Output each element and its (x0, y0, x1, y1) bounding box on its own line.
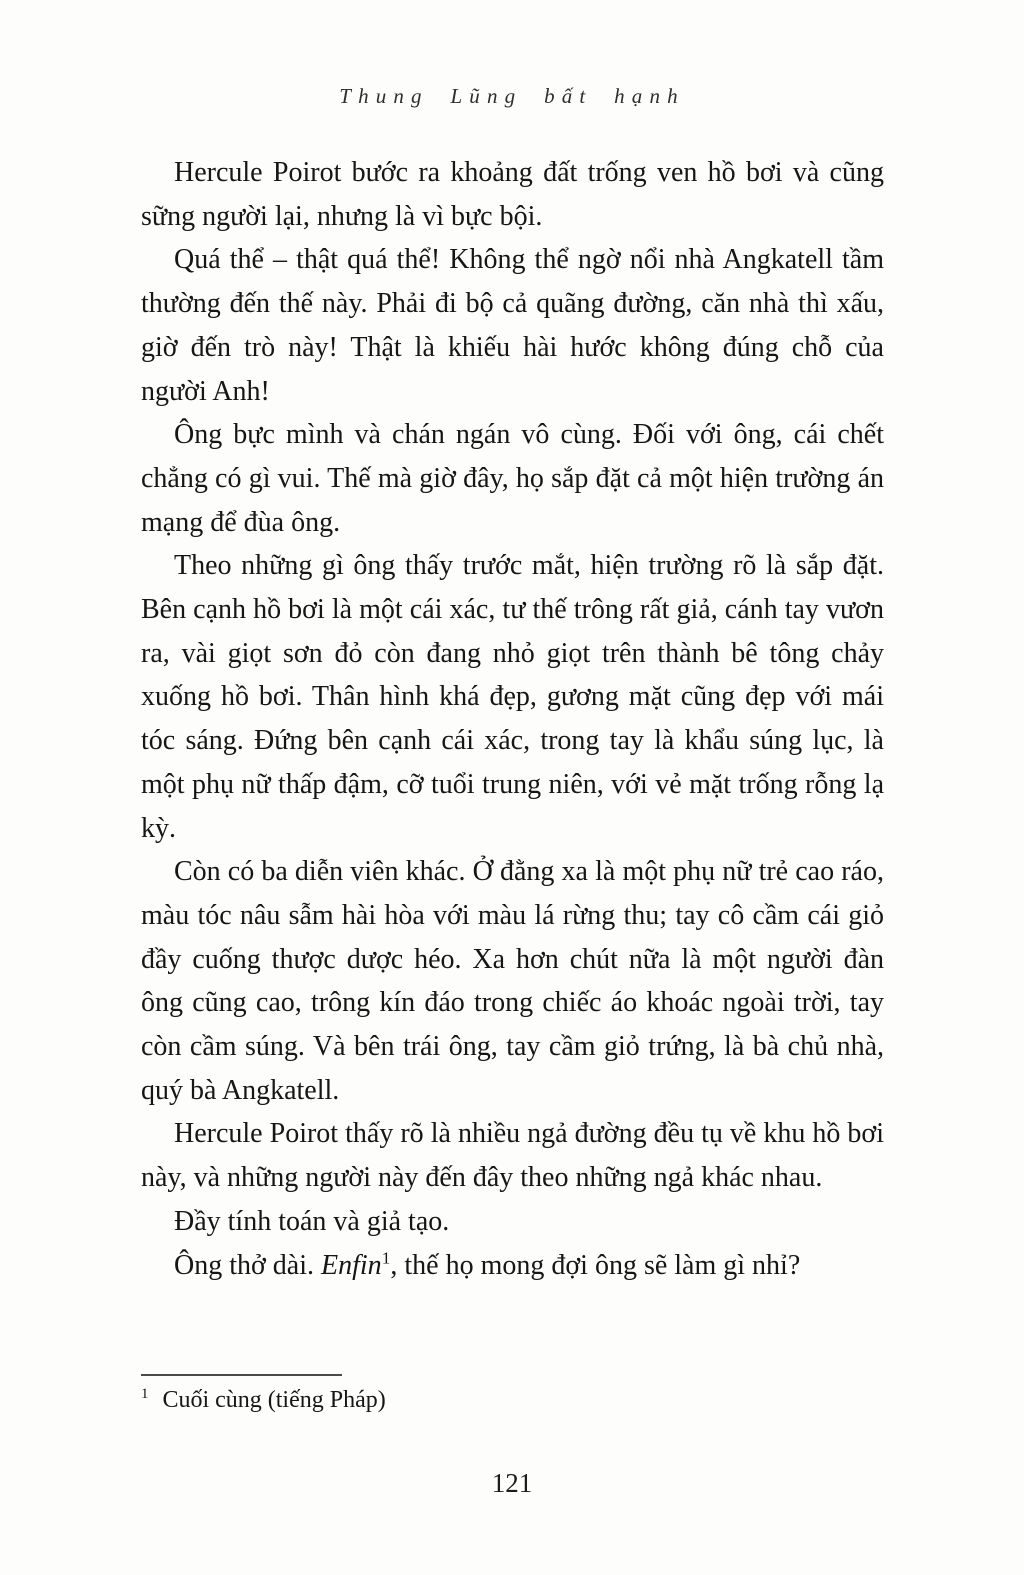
footnote-text: Cuối cùng (tiếng Pháp) (162, 1387, 386, 1413)
paragraph: Hercule Poirot thấy rõ là nhiều ngả đường đều tụ về khu hồ bơi này, và những người này đến đây theo những ngả khác nhau. (141, 1118, 884, 1194)
footnote (141, 1374, 884, 1416)
footnote-marker: 1 (141, 1386, 149, 1402)
body-text (141, 151, 884, 1287)
footnote-divider (141, 1374, 342, 1376)
paragraph: Theo những gì ông thấy trước mắt, hiện trường rõ là sắp đặt. Bên cạnh hồ bơi là một cái xác, tư thế trông rất giả, cánh tay vươn ra, vài giọt sơn đỏ còn đang nhỏ giọt trên thành bê tông chảy xuống hồ bơi. Thân hình khá đẹp, gương mặt cũng đẹp với mái tóc sáng. Đứng bên cạnh cái xác, trong tay là khẩu súng lục, là một phụ nữ thấp đậm, cỡ tuổi trung niên, với vẻ mặt trống rỗng lạ kỳ. (141, 550, 884, 844)
italic-phrase: Enfin (321, 1249, 382, 1281)
running-head (0, 84, 1024, 109)
footnote-reference: 1 (381, 1248, 391, 1268)
paragraph: Quá thể – thật quá thể! Không thể ngờ nổi nhà Angkatell tầm thường đến thế này. Phải đi bộ cả quãng đường, căn nhà thì xấu, giờ đến trò này! Thật là khiếu hài hước không đúng chỗ của người Anh! (141, 244, 884, 407)
page-number: 121 (491, 1468, 533, 1498)
footnote-line (141, 1384, 884, 1416)
paragraph: Hercule Poirot bước ra khoảng đất trống ven hồ bơi và cũng sững người lại, nhưng là vì bực bội. (141, 157, 884, 232)
paragraph: Còn có ba diễn viên khác. Ở đằng xa là một phụ nữ trẻ cao ráo, màu tóc nâu sẫm hài hòa với màu lá rừng thu; tay cô cầm cái giỏ đầy cuống thược dược héo. Xa hơn chút nữa là một người đàn ông cũng cao, trông kín đáo trong chiếc áo khoác ngoài trời, tay còn cầm súng. Và bên trái ông, tay cầm giỏ trứng, là bà chủ nhà, quý bà Angkatell. (141, 856, 884, 1106)
paragraph: Ông thở dài. Enfin$^1$, thế họ mong đợi ông sẽ làm gì nhỉ? (174, 1248, 801, 1281)
paragraph: Ông bực mình và chán ngán vô cùng. Đối với ông, cái chết chẳng có gì vui. Thế mà giờ đây, họ sắp đặt cả một hiện trường án mạng để đùa ông. (141, 419, 884, 538)
running-head-title: Thung Lũng bất hạnh (339, 84, 685, 108)
paragraph: Đầy tính toán và giả tạo. (174, 1205, 450, 1237)
